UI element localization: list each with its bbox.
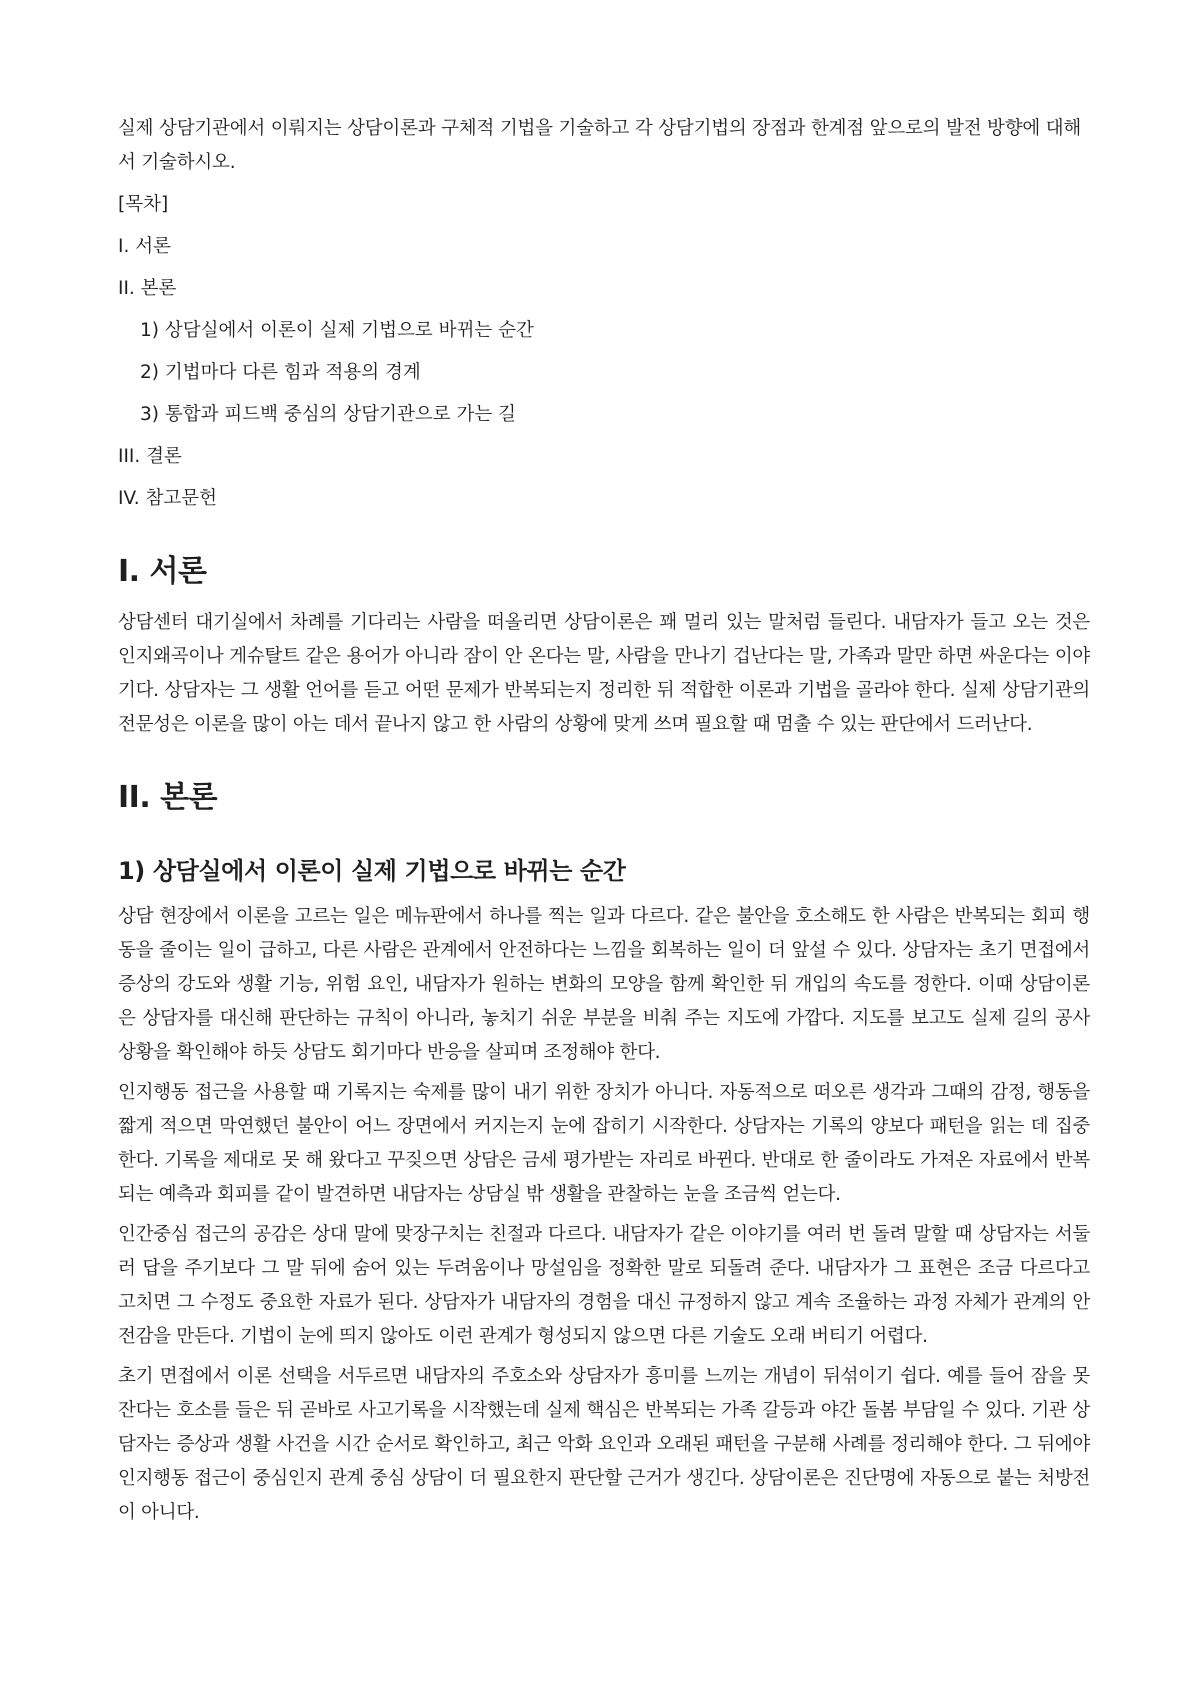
subsection-heading-1: 1) 상담실에서 이론이 실제 기법으로 바뀌는 순간	[118, 857, 626, 885]
toc-item: I. 서론	[118, 236, 171, 257]
toc-subitem: 3) 통합과 피드백 중심의 상담기관으로 가는 길	[140, 404, 516, 425]
body-paragraph: 상담 현장에서 이론을 고르는 일은 메뉴판에서 하나를 찍는 일과 다르다. 같은 불안을 호소해도 한 사람은 반복되는 회피 행동을 줄이는 일이 급하고, 다른 사람은 관계에서 안전하다는 느낌을 회복하는 일이 더 앞설 수 있다. 상담자는 초기 면접에서 증상의 강도와 생활 기능, 위험 요인, 내담자가 원하는 변화의 모양을 함께 확인한 뒤 개입의 속도를 정한다. 이때 상담이론은 상담자를 대신해 판단하는 규칙이 아니라, 놓치기 쉬운 부분을 비춰 주는 지도에 가깝다. 지도를 보고도 실제 길의 공사 상황을 확인해야 하듯 상담도 회기마다 반응을 살피며 조정해야 한다.	[118, 906, 1090, 1063]
toc-item: III. 결론	[118, 446, 182, 467]
toc-item: IV. 참고문헌	[118, 488, 217, 509]
body-paragraph: 초기 면접에서 이론 선택을 서두르면 내담자의 주호소와 상담자가 흥미를 느끼는 개념이 뒤섞이기 쉽다. 예를 들어 잠을 못 잔다는 호소를 들은 뒤 곧바로 사고기록을 시작했는데 실제 핵심은 반복되는 가족 갈등과 야간 돌봄 부담일 수 있다. 기관 상담자는 증상과 생활 사건을 시간 순서로 확인하고, 최근 악화 요인과 오래된 패턴을 구분해 사례를 정리해야 한다. 그 뒤에야 인지행동 접근이 중심인지 관계 중심 상담이 더 필요한지 판단할 근거가 생긴다. 상담이론은 진단명에 자동으로 붙는 처방전이 아니다.	[118, 1366, 1090, 1523]
toc-subitem: 2) 기법마다 다른 힘과 적용의 경계	[140, 362, 421, 383]
toc-heading: [목차]	[118, 194, 169, 215]
toc-subitem: 1) 상담실에서 이론이 실제 기법으로 바뀌는 순간	[140, 320, 534, 341]
intro-paragraph: 상담센터 대기실에서 차례를 기다리는 사람을 떠올리면 상담이론은 꽤 멀리 있는 말처럼 들린다. 내담자가 들고 오는 것은 인지왜곡이나 게슈탈트 같은 용어가 아니라 잠이 안 온다는 말, 사람을 만나기 겁난다는 말, 가족과 말만 하면 싸운다는 이야기다. 상담자는 그 생활 언어를 듣고 어떤 문제가 반복되는지 정리한 뒤 적합한 이론과 기법을 골라야 한다. 실제 상담기관의 전문성은 이론을 많이 아는 데서 끝나지 않고 한 사람의 상황에 맞게 쓰며 필요할 때 멈출 수 있는 판단에서 드러난다.	[118, 612, 1090, 735]
section-heading-intro: I. 서론	[118, 554, 207, 589]
body-paragraph: 인지행동 접근을 사용할 때 기록지는 숙제를 많이 내기 위한 장치가 아니다. 자동적으로 떠오른 생각과 그때의 감정, 행동을 짧게 적으면 막연했던 불안이 어느 장면에서 커지는지 눈에 잡히기 시작한다. 상담자는 기록의 양보다 패턴을 읽는 데 집중한다. 기록을 제대로 못 해 왔다고 꾸짖으면 상담은 금세 평가받는 자리로 바뀐다. 반대로 한 줄이라도 가져온 자료에서 반복되는 예측과 회피를 같이 발견하면 내담자는 상담실 밖 생활을 관찰하는 눈을 조금씩 얻는다.	[118, 1082, 1090, 1205]
table-of-contents	[118, 188, 1090, 516]
section-heading-body: II. 본론	[118, 780, 218, 815]
assignment-prompt: 실제 상담기관에서 이뤄지는 상담이론과 구체적 기법을 기술하고 각 상담기법의 장점과 한계점 앞으로의 발전 방향에 대해서 기술하시오.	[118, 118, 1082, 173]
body-paragraph: 인간중심 접근의 공감은 상대 말에 맞장구치는 친절과 다르다. 내담자가 같은 이야기를 여러 번 돌려 말할 때 상담자는 서둘러 답을 주기보다 그 말 뒤에 숨어 있는 두려움이나 망설임을 정확한 말로 되돌려 준다. 내담자가 그 표현은 조금 다르다고 고치면 그 수정도 중요한 자료가 된다. 상담자가 내담자의 경험을 대신 규정하지 않고 계속 조율하는 과정 자체가 관계의 안전감을 만든다. 기법이 눈에 띄지 않아도 이런 관계가 형성되지 않으면 다른 기술도 오래 버티기 어렵다.	[118, 1224, 1090, 1347]
toc-item: II. 본론	[118, 278, 177, 299]
